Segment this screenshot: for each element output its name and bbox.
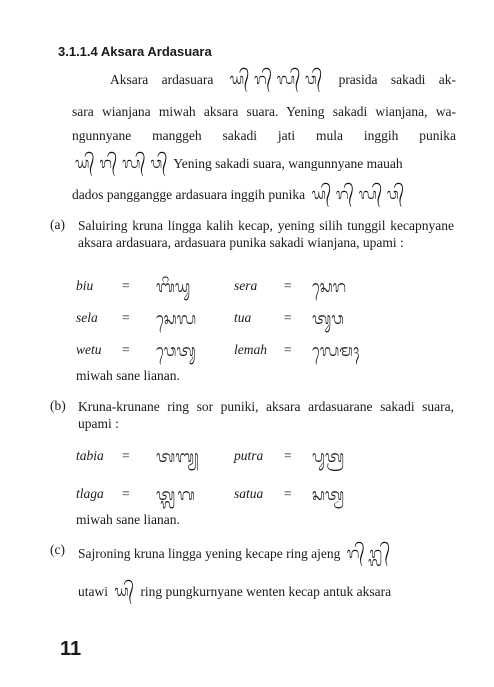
section-heading: 3.1.1.4 Aksara Ardasuara [58, 44, 212, 59]
example-row: biu = ᬩᬶᬬᬸ sera = ᬲᬾᬭ [76, 278, 376, 302]
example-row: wetu = ᬯᬾᬢᬸ lemah = ᬮᬾᬫᬄ [76, 342, 376, 366]
intro-line-5: dados panggangge ardasuara inggih punika ᬬ᭄ ᬭ᭄ ᬮ᭄ ᬯ᭄ [72, 183, 407, 210]
example-row: tabia = ᬢᬩ᭄ᬬ putra = ᬧᬸᬢ᭄ᬭ [76, 448, 376, 472]
intro-line-4: ᬬ᭄ ᬭ᭄ ᬮ᭄ ᬯ᭄ Yening sakadi suara, wangunnyane mauah [72, 152, 456, 179]
section-c-label: (c) [50, 542, 65, 557]
section-b-closing: miwah sane lianan. [76, 512, 180, 527]
example-word: sela [76, 310, 98, 325]
balinese-script: ᬢᬸᬯ [312, 309, 344, 328]
example-word: satua [234, 486, 264, 501]
example-word: lemah [234, 342, 267, 357]
balinese-script: ᬯᬾᬢᬸ [156, 341, 196, 360]
balinese-script: ᬬ᭄ ᬭ᭄ ᬮ᭄ ᬯ᭄ [311, 185, 405, 203]
example-word: biu [76, 278, 94, 293]
balinese-script: ᬮᬾᬫᬄ [312, 341, 360, 360]
example-row: sela = ᬲᬾᬮ tua = ᬢᬸᬯ [76, 310, 376, 334]
section-c-line-2: utawi ᬬ᭄ ring pungkurnyane wenten kecap antuk aksara [78, 580, 454, 607]
section-b-label: (b) [50, 398, 66, 413]
intro-line-1: Aksara ardasuara ᬬ᭄ ᬭ᭄ ᬮ᭄ ᬯ᭄ prasida sakadi ak- [110, 68, 456, 95]
balinese-script: ᬲᬢ᭄ᬯ [312, 485, 345, 504]
section-b-text: Kruna-krunane ring sor puniki, aksara ardasuarane sakadi suara, upami : [78, 399, 454, 431]
example-word: tlaga [76, 486, 104, 501]
intro-line-2: sara wianjana miwah aksara suara. Yening sakadi wianjana, wa- [72, 104, 456, 119]
section-a-label: (a) [50, 217, 65, 232]
balinese-script: ᬭ᭄ ᬭ᭄ᬮ᭄ [346, 544, 391, 562]
example-word: tabia [76, 448, 104, 463]
balinese-script: ᬲᬾᬮ [156, 309, 197, 328]
intro-line-3: ngunnyane manggeh sakadi jati mula inggih punika [72, 128, 456, 143]
example-word: wetu [76, 342, 102, 357]
section-a-closing: miwah sane lianan. [76, 368, 180, 383]
balinese-script: ᬬ᭄ ᬭ᭄ ᬮ᭄ ᬯ᭄ [75, 154, 168, 172]
example-word: putra [234, 448, 264, 463]
example-row: tlaga = ᬢ᭄ᬮᬕ satua = ᬲᬢ᭄ᬯ [76, 486, 376, 510]
balinese-script: ᬩᬶᬬᬸ [156, 277, 191, 296]
balinese-script: ᬧᬸᬢ᭄ᬭ [312, 447, 345, 466]
balinese-script: ᬢ᭄ᬮᬕ [156, 485, 195, 504]
example-word: sera [234, 278, 258, 293]
balinese-script: ᬬ᭄ [114, 582, 134, 600]
example-word: tua [234, 310, 252, 325]
balinese-script: ᬲᬾᬭ [312, 277, 347, 296]
section-a-text: Saluiring kruna lingga kalih kecap, yening silih tunggil kecapnyane aksara ardasuara, ardasuara punika sakadi wianjana, upami : [78, 218, 454, 250]
balinese-script: ᬬ᭄ ᬭ᭄ ᬮ᭄ ᬯ᭄ [229, 70, 323, 88]
page-number: 11 [60, 638, 82, 660]
section-c-line-1: Sajroning kruna lingga yening kecape ring ajeng ᬭ᭄ ᬭ᭄ᬮ᭄ [78, 542, 393, 569]
balinese-script: ᬢᬩ᭄ᬬ [156, 447, 199, 466]
